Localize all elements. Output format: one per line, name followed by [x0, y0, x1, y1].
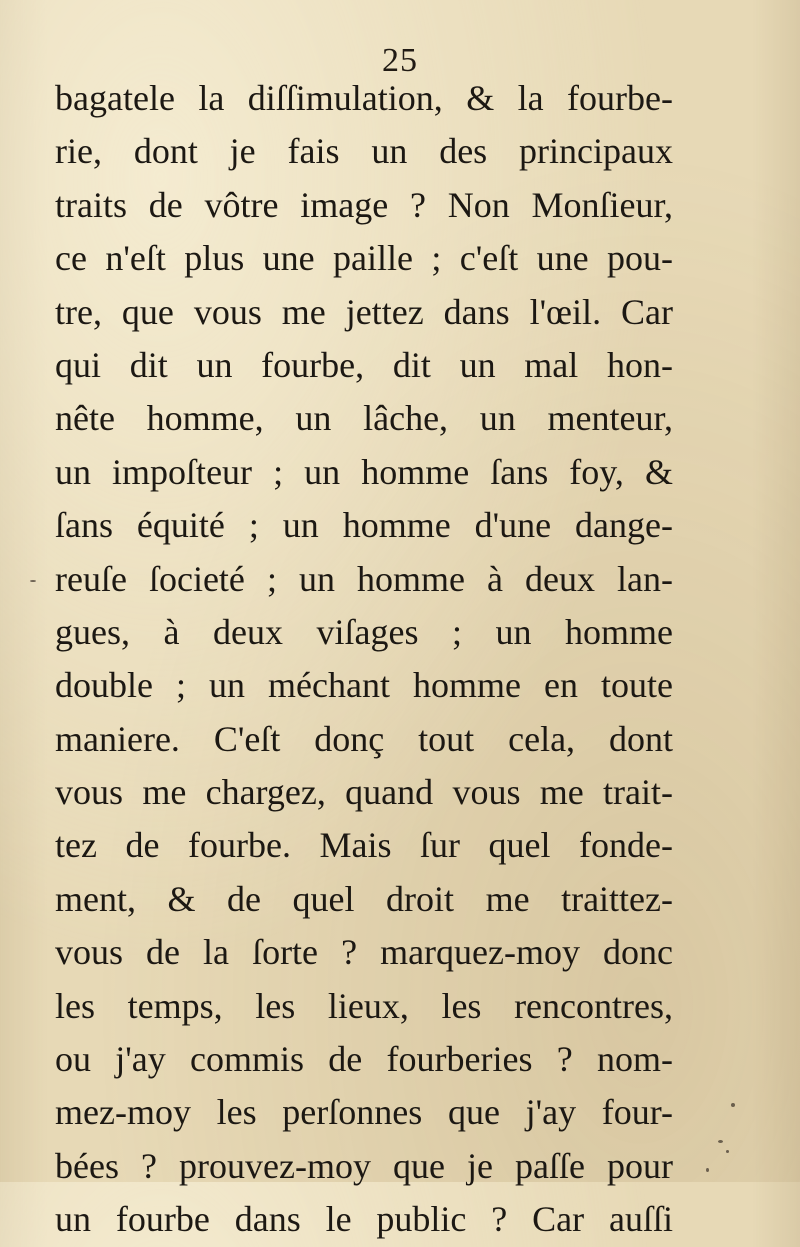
text-line: ce n'eſt plus une paille ; c'eſt une pou- [55, 238, 673, 279]
text-line: bées ? prouvez-moy que je paſſe pour [55, 1145, 673, 1186]
text-line: gues, à deux viſages ; un homme [55, 611, 673, 652]
text-line: reuſe ſocieté ; un homme à deux lan- [55, 558, 673, 599]
text-line: qui dit un fourbe, dit un mal hon- [55, 344, 673, 385]
text-line: ment, & de quel droit me traittez- [55, 878, 673, 919]
body-text [55, 72, 673, 1247]
text-line: ou j'ay commis de fourberies ? nom- [55, 1039, 673, 1080]
page-number: 25 [382, 42, 418, 79]
text-line: traits de vôtre image ? Non Monſieur, [55, 184, 673, 225]
text-line: un impoſteur ; un homme ſans foy, & [55, 451, 673, 492]
text-line: un fourbe dans le public ? Car auſſi [55, 1199, 673, 1240]
paper-speck [718, 1140, 723, 1143]
text-line: les temps, les lieux, les rencontres, [55, 985, 673, 1026]
text-line: tre, que vous me jettez dans l'œil. Car [55, 291, 673, 332]
paper-speck [726, 1150, 729, 1153]
paper-speck [30, 580, 36, 582]
paper-speck [731, 1103, 735, 1107]
text-line: vous de la ſorte ? marquez-moy donc [55, 932, 673, 973]
text-line: ſans équité ; un homme d'une dange- [55, 505, 673, 546]
text-line: tez de fourbe. Mais ſur quel fonde- [55, 825, 673, 866]
text-line: nête homme, un lâche, un menteur, [55, 398, 673, 439]
paper-speck [706, 1168, 709, 1172]
text-line: vous me chargez, quand vous me trait- [55, 772, 673, 813]
text-line: rie, dont je fais un des principaux [55, 131, 673, 172]
text-line: maniere. C'eſt donç tout cela, dont [55, 718, 673, 759]
text-line: bagatele la diſſimulation, & la fourbe- [55, 78, 673, 118]
text-line: mez-moy les perſonnes que j'ay four- [55, 1092, 673, 1133]
text-line: double ; un méchant homme en toute [55, 665, 673, 706]
